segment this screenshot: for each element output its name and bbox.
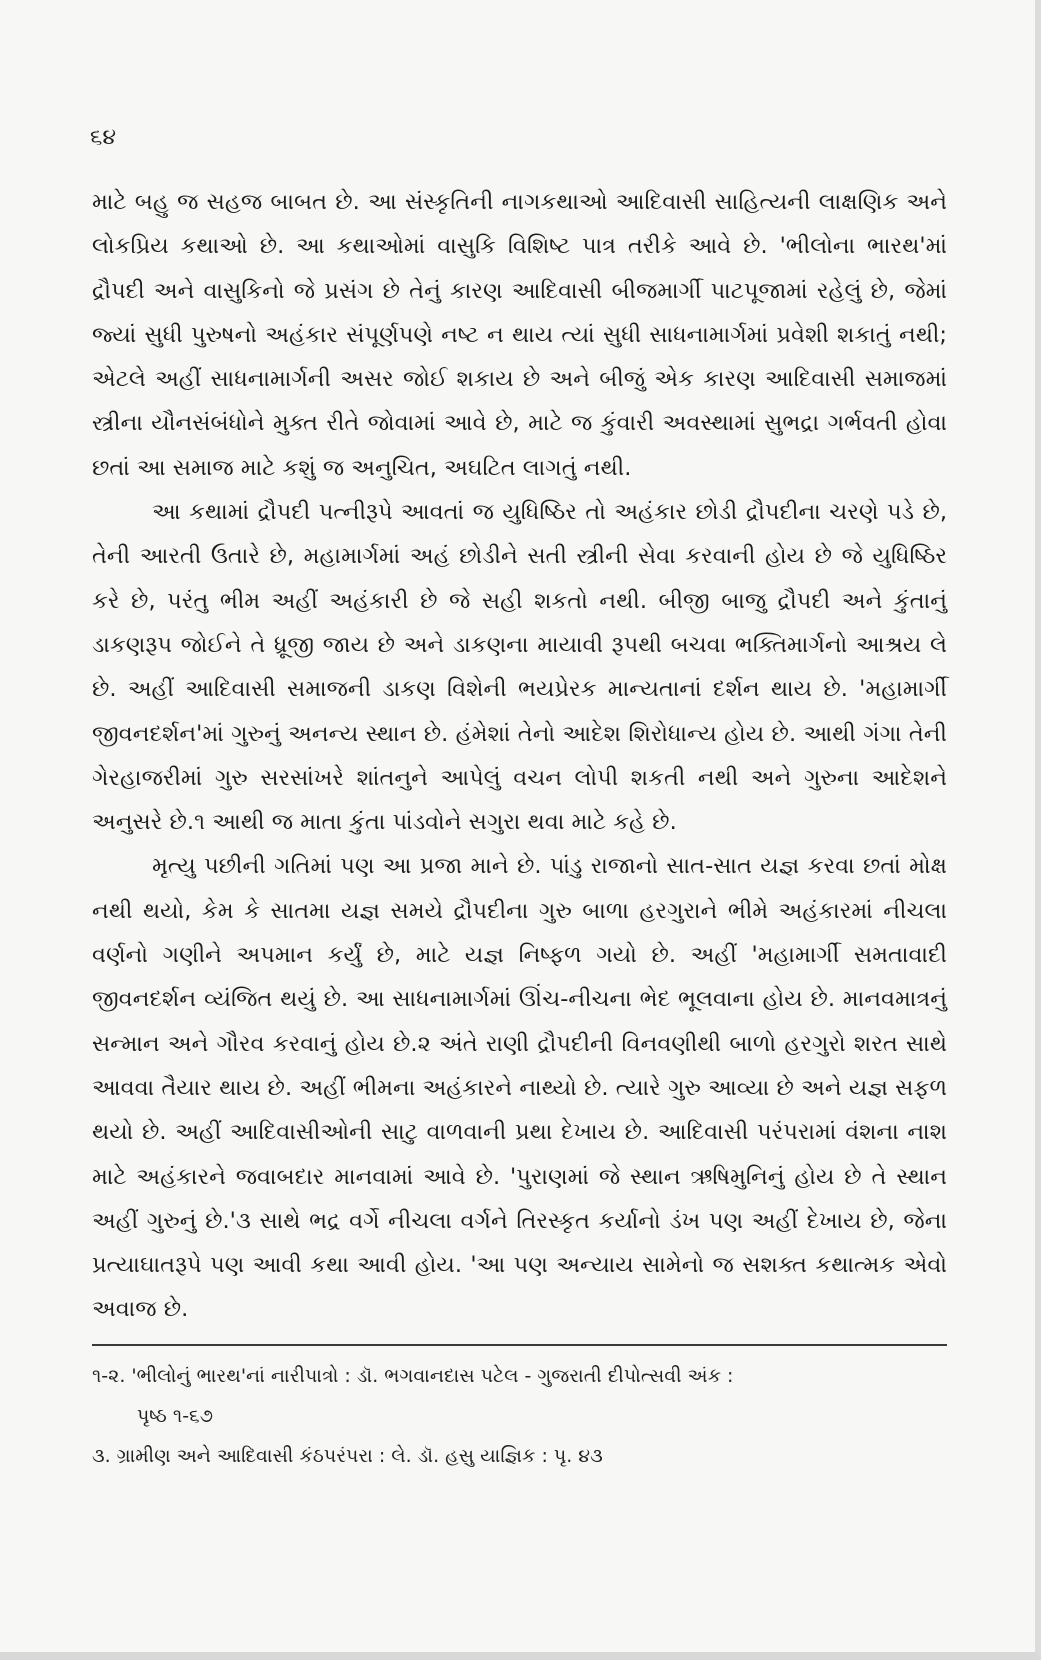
paragraph-1: માટે બહુ જ સહજ બાબત છે. આ સંસ્કૃતિની નાગકથાઓ આદિવાસી સાહિત્યની લાક્ષણિક અને લોકપ્રિય કથાઓ છે. આ કથાઓમાં વાસુકિ વિશિષ્ટ પાત્ર તરીકે આવે છે. 'ભીલોના ભારથ'માં દ્રૌપદી અને વાસુકિનો જે પ્રસંગ છે તેનું કારણ આદિવાસી બીજમાર્ગી પાટપૂજામાં રહેલું છે, જેમાં જ્યાં સુધી પુરુષનો અહંકાર સંપૂર્ણપણે નષ્ટ ન થાય ત્યાં સુધી સાધનામાર્ગમાં પ્રવેશી શકાતું નથી; એટલે અહીં સાધનામાર્ગની અસર જોઈ શકાય છે અને બીજું એક કારણ આદિવાસી સમાજમાં સ્ત્રીના યૌનસંબંધોને મુક્ત રીતે જોવામાં આવે છે, માટે જ કુંવારી અવસ્થામાં સુભદ્રા ગર્ભવતી હોવા છતાં આ સમાજ માટે કશું જ અનુચિત, અઘટિત લાગતું નથી. <box>92 189 947 481</box>
footnote-1-2: ૧-૨. 'ભીલોનું ભારથ'નાં નારીપાત્રો : ડૉ. ભગવાનદાસ પટેલ - ગુજરાતી દીપોત્સવી અંક : <box>92 1365 734 1387</box>
body-text <box>92 180 947 1332</box>
paragraph-2: આ કથામાં દ્રૌપદી પત્નીરૂપે આવતાં જ યુધિષ્ઠિર તો અહંકાર છોડી દ્રૌપદીના ચરણે પડે છે, તેની આરતી ઉતારે છે, મહામાર્ગમાં અહં છોડીને સતી સ્ત્રીની સેવા કરવાની હોય છે જે યુધિષ્ઠિર કરે છે, પરંતુ ભીમ અહીં અહંકારી છે જે સહી શકતો નથી. બીજી બાજુ દ્રૌપદી અને કુંતાનું ડાકણરૂપ જોઈને તે ધ્રૂજી જાય છે અને ડાકણના માયાવી રૂપથી બચવા ભક્તિમાર્ગનો આશ્રય લે છે. અહીં આદિવાસી સમાજની ડાકણ વિશેની ભયપ્રેરક માન્યતાનાં દર્શન થાય છે. 'મહામાર્ગી જીવનદર્શન'માં ગુરુનું અનન્ય સ્થાન છે. હંમેશાં તેનો આદેશ શિરોધાન્ય હોય છે. આથી ગંગા તેની ગેરહાજરીમાં ગુરુ સરસાંખરે શાંતનુને આપેલું વચન લોપી શકતી નથી અને ગુરુના આદેશને અનુસરે છે.૧ આથી જ માતા કુંતા પાંડવોને સગુરા થવા માટે કહે છે. <box>92 499 947 836</box>
footnote-divider <box>92 1344 947 1346</box>
footnote-1-2-continuation: પૃષ્ઠ ૧-૬૭ <box>137 1405 213 1427</box>
footnote-3: ૩. ગ્રામીણ અને આદિવાસી કંઠપરંપરા : લે. ડૉ. હસુ યાજ્ઞિક : પૃ. ૪૩ <box>92 1445 603 1467</box>
page-number: ૬૪ <box>90 125 116 150</box>
footnotes <box>92 1356 947 1476</box>
paragraph-3: મૃત્યુ પછીની ગતિમાં પણ આ પ્રજા માને છે. પાંડુ રાજાનો સાત-સાત યજ્ઞ કરવા છતાં મોક્ષ નથી થયો, કેમ કે સાતમા યજ્ઞ સમયે દ્રૌપદીના ગુરુ બાળા હરગુરાને ભીમે અહંકારમાં નીચલા વર્ણનો ગણીને અપમાન કર્યું છે, માટે યજ્ઞ નિષ્ફળ ગયો છે. અહીં 'મહામાર્ગી સમતાવાદી જીવનદર્શન વ્યંજિત થયું છે. આ સાધનામાર્ગમાં ઊંચ-નીચના ભેદ ભૂલવાના હોય છે. માનવમાત્રનું સન્માન અને ગૌરવ કરવાનું હોય છે.૨ અંતે રાણી દ્રૌપદીની વિનવણીથી બાળો હરગુરો શરત સાથે આવવા તૈયાર થાય છે. અહીં ભીમના અહંકારને નાથ્યો છે. ત્યારે ગુરુ આવ્યા છે અને યજ્ઞ સફળ થયો છે. અહીં આદિવાસીઓની સાટુ વાળવાની પ્રથા દેખાય છે. આદિવાસી પરંપરામાં વંશના નાશ માટે અહંકારને જવાબદાર માનવામાં આવે છે. 'પુરાણમાં જે સ્થાન ઋષિમુનિનું હોય છે તે સ્થાન અહીં ગુરુનું છે.'૩ સાથે ભદ્ર વર્ગે નીચલા વર્ગને તિરસ્કૃત કર્યાનો ડંખ પણ અહીં દેખાય છે, જેના પ્રત્યાઘાતરૂપે પણ આવી કથા આવી હોય. 'આ પણ અન્યાય સામેનો જ સશક્ત કથાત્મક એવો અવાજ છે. <box>92 853 947 1323</box>
